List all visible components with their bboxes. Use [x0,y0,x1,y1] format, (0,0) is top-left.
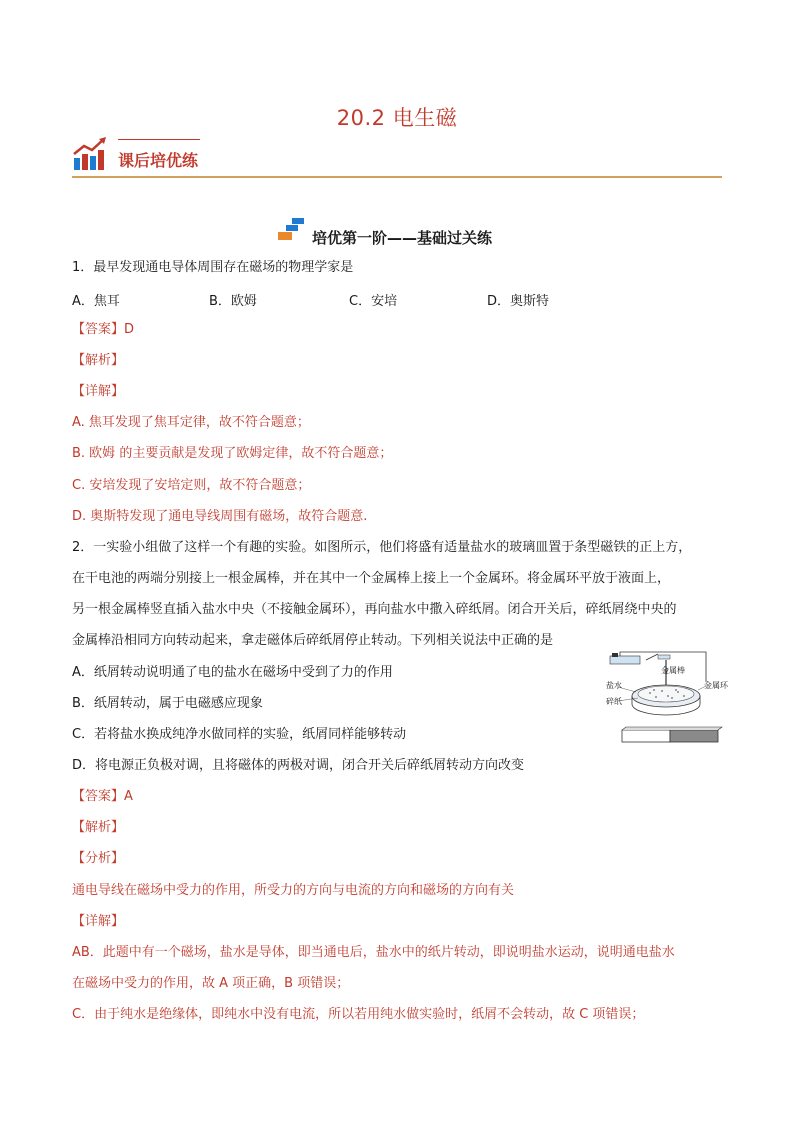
q1-detail-b: B. 欧姆 的主要贡献是发现了欧姆定律，故不符合题意； [72,446,393,461]
q2-option-c: C．若将盐水换成纯净水做同样的实验，纸屑同样能够转动 [72,727,407,742]
q1-answer: 【答案】D [72,322,135,337]
q2-detail-line-2: 在磁场中受力的作用，故 A 项正确，B 项错误； [72,976,350,991]
q1-detail-label: 【详解】 [72,384,125,399]
q1-detail-d: D. 奥斯特发现了通电导线周围有磁场，故符合题意. [72,509,368,524]
q2-option-a: A．纸屑转动说明通了电的盐水在磁场中受到了力的作用 [72,665,393,680]
q2-stem-line-3: 另一根金属棒竖直插入盐水中央（不接触金属环），再向盐水中撒入碎纸屑。闭合开关后，碎纸屑绕中央的 [72,602,677,617]
page-title: 20.2 电生磁 [336,106,458,130]
q1-analysis-label: 【解析】 [72,353,125,368]
q2-analysis-label: 【解析】 [72,820,125,835]
q1-option-b: B．欧姆 [209,294,257,309]
figure-label-paper: 碎纸 [606,697,622,706]
q2-analysis2-label: 【分析】 [72,851,125,866]
q1-option-c: C．安培 [349,294,398,309]
figure-label-ring: 金属环 [704,681,728,690]
q2-detail-line-1: AB．此题中有一个磁场，盐水是导体，即当通电后，盐水中的纸片转动，即说明盐水运动，说明通电盐水 [72,945,675,960]
bar-chart-arrow-icon [72,136,108,172]
figure-label-rod: 金属棒 [661,666,685,675]
q1-stem: 1．最早发现通电导体周围存在磁场的物理学家是 [72,260,354,275]
section-rule-top [118,139,200,140]
q2-stem-line-2: 在干电池的两端分别接上一根金属棒，并在其中一个金属棒上接上一个金属环。将金属环平放于液面上， [72,571,671,586]
q1-option-d: D．奥斯特 [487,294,550,309]
q2-detail-line-3: C．由于纯水是绝缘体，即纯水中没有电流，所以若用纯水做实验时，纸屑不会转动，故 C 项错误； [72,1007,645,1022]
q2-option-b: B．纸屑转动，属于电磁感应现象 [72,696,263,711]
section-label: 课后培优练 [118,151,199,170]
q1-detail-a: A. 焦耳发现了焦耳定律，故不符合题意； [72,415,310,430]
subtitle: 培优第一阶——基础过关练 [312,229,493,247]
figure-label-salt: 盐水 [606,681,622,690]
q2-option-d: D．将电源正负极对调，且将磁体的两极对调，闭合开关后碎纸屑转动方向改变 [72,758,525,773]
experiment-figure [606,646,728,746]
q2-stem-line-1: 2．一实验小组做了这样一个有趣的实验。如图所示，他们将盛有适量盐水的玻璃皿置于条型磁铁的正上方， [72,540,692,555]
q1-option-a: A．焦耳 [72,294,120,309]
q2-detail-label: 【详解】 [72,914,125,929]
q2-stem-line-4: 金属棒沿相同方向转动起来，拿走磁体后碎纸屑停止转动。下列相关说法中正确的是 [72,633,554,648]
q2-answer: 【答案】A [72,789,133,804]
section-divider [72,176,722,178]
stairs-icon [276,216,306,242]
q2-analysis-text: 通电导线在磁场中受力的作用，所受力的方向与电流的方向和磁场的方向有关 [72,883,515,898]
q1-detail-c: C. 安培发现了安培定则，故不符合题意； [72,478,311,493]
